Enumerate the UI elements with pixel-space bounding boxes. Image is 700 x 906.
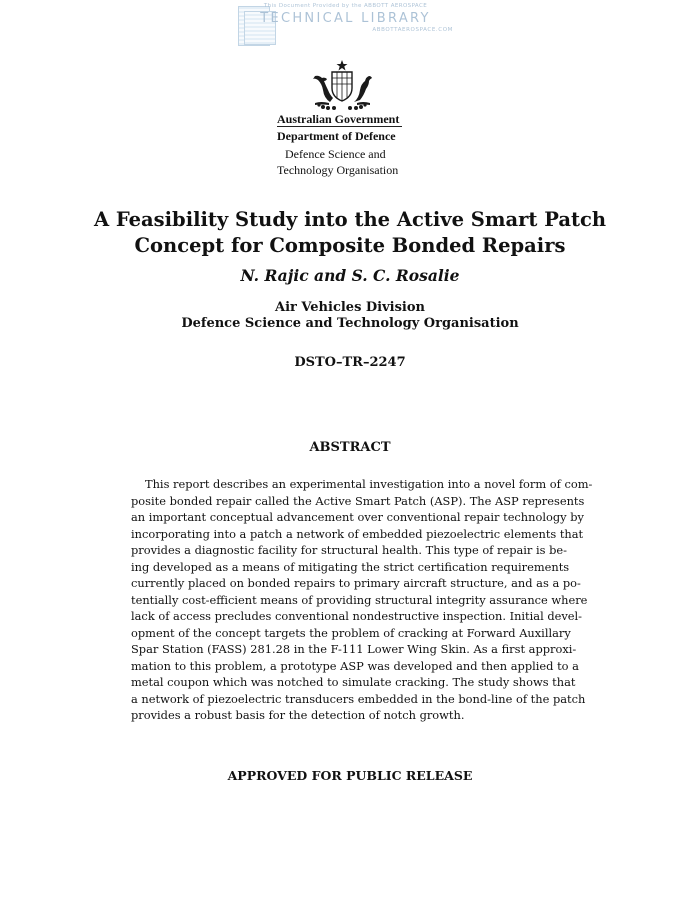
report-title-line2: Concept for Composite Bonded Repairs (134, 234, 566, 257)
agency-name-line1: Defence Science and (285, 147, 386, 161)
abstract-line: mation to this problem, a prototype ASP was developed and then applied to a (131, 658, 579, 673)
agency-name-line2: Technology Organisation (277, 163, 399, 177)
release-statement: APPROVED FOR PUBLIC RELEASE (227, 768, 473, 783)
abstract-line: metal coupon which was notched to simulate cracking. The study shows that (131, 675, 576, 689)
abstract-line: tentially cost-efficient means of providing structural integrity assurance where (131, 592, 588, 607)
report-number: DSTO–TR–2247 (294, 355, 406, 370)
abstract-line: opment of the concept targets the problem of cracking at Forward Auxillary (131, 625, 571, 640)
department-name: Department of Defence (277, 129, 396, 143)
abstract-line: provides a robust basis for the detection of notch growth. (131, 708, 465, 722)
abstract-line: currently placed on bonded repairs to primary aircraft structure, and as a po- (131, 576, 581, 590)
report-title-line1: A Feasibility Study into the Active Smart Patch (93, 208, 607, 231)
organisation-name: Defence Science and Technology Organisation (181, 316, 519, 331)
abstract-line: Spar Station (FASS) 281.28 in the F-111 Lower Wing Skin. As a first approxi- (131, 642, 577, 656)
coat-of-arms-icon (305, 58, 379, 112)
abstract-line: provides a diagnostic facility for structural health. This type of repair is be- (131, 543, 567, 557)
abstract-body (131, 476, 593, 724)
watermark-library-title: TECHNICAL LIBRARY (260, 11, 431, 26)
abstract-line: posite bonded repair called the Active Smart Patch (ASP). The ASP represents (131, 493, 585, 508)
abstract-line: incorporating into a patch a network of embedded piezoelectric elements that (131, 526, 584, 541)
organisation-divider (277, 126, 402, 127)
watermark-url: ABBOTTAEROSPACE.COM (372, 27, 453, 33)
division-name: Air Vehicles Division (274, 300, 425, 315)
watermark-provider-text: This Document Provided by the ABBOTT AEROSPACE (263, 3, 428, 9)
abstract-line: This report describes an experimental investigation into a novel form of com- (145, 477, 593, 491)
authors: N. Rajic and S. C. Rosalie (240, 266, 460, 285)
library-watermark (238, 2, 453, 46)
abstract-heading: ABSTRACT (309, 440, 391, 455)
government-name: Australian Government (277, 112, 400, 126)
abstract-line: lack of access precludes conventional nondestructive inspection. Initial devel- (131, 609, 583, 623)
abstract-line: an important conceptual advancement over conventional repair technology by (131, 510, 584, 524)
abstract-line: ing developed as a means of mitigating the strict certification requirements (131, 559, 570, 574)
abstract-line: a network of piezoelectric transducers embedded in the bond-line of the patch (131, 691, 586, 706)
